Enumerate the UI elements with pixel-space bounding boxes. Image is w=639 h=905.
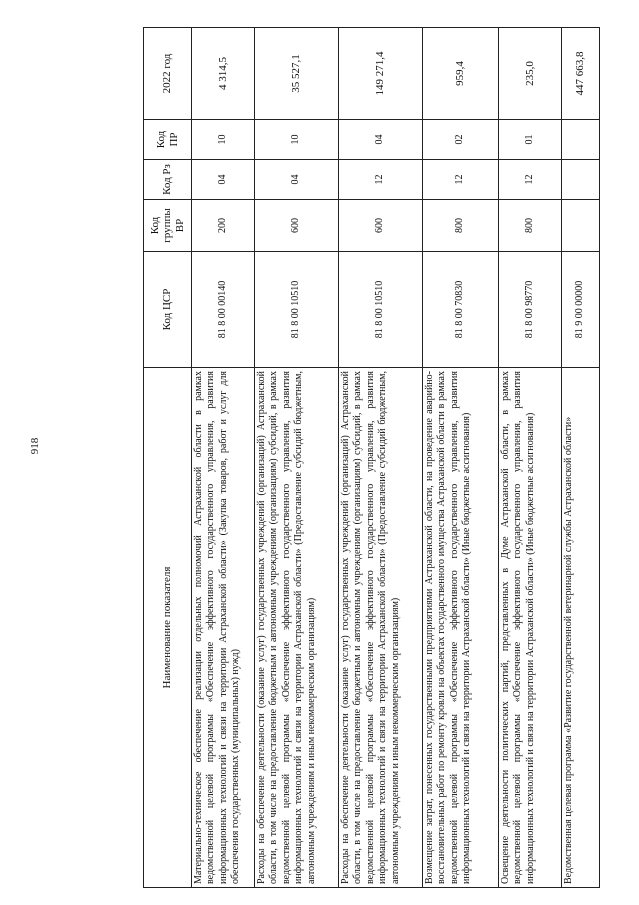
row-pr: 04 (339, 120, 423, 160)
table-row (255, 28, 339, 888)
row-name: Расходы на обеспечение деятельности (оказание услуг) государственных учреждений (организаций) Астраханской области, в том числе на предоставление бюджетным и автономным учреждениям (организациям) субсидий, в рамках ведомственной целевой программы «Обеспечение эффективного государственного управления, развития информационных технологий и связи на территории Астраханской области» (Предоставление субсидий бюджетным, автономным учреждениям и иным некоммерческим организациям) (255, 368, 339, 888)
row-csr: 81 8 00 00140 (192, 252, 255, 368)
row-rz: 12 (423, 160, 499, 200)
row-vr (562, 200, 600, 252)
row-amount: 35 527,1 (255, 28, 339, 120)
header-year: 2022 год (144, 28, 192, 120)
row-amount: 447 663,8 (562, 28, 600, 120)
row-amount: 235,0 (499, 28, 562, 120)
row-vr: 800 (423, 200, 499, 252)
row-amount: 959,4 (423, 28, 499, 120)
row-vr: 200 (192, 200, 255, 252)
row-rz: 12 (339, 160, 423, 200)
row-csr: 81 9 00 00000 (562, 252, 600, 368)
header-csr: Код ЦСР (144, 252, 192, 368)
row-pr: 01 (499, 120, 562, 160)
row-csr: 81 8 00 70830 (423, 252, 499, 368)
row-rz: 04 (192, 160, 255, 200)
budget-table (143, 27, 600, 888)
row-rz (562, 160, 600, 200)
row-vr: 800 (499, 200, 562, 252)
row-csr: 81 8 00 98770 (499, 252, 562, 368)
table-row (499, 28, 562, 888)
row-vr: 600 (339, 200, 423, 252)
row-vr: 600 (255, 200, 339, 252)
row-amount: 4 314,5 (192, 28, 255, 120)
page-number: 918 (29, 437, 41, 455)
rotated-table-container (143, 28, 587, 888)
header-pr: Код ПР (144, 120, 192, 160)
row-name: Освещение деятельности политических партий, представленных в Думе Астраханской области, в рамках ведомственной целевой программы «Обеспечение эффективного государственного управления, развития информационных технологий и связи на территории Астраханской области» (Иные бюджетные ассигнования) (499, 368, 562, 888)
row-amount: 149 271,4 (339, 28, 423, 120)
row-pr: 02 (423, 120, 499, 160)
row-csr: 81 8 00 10510 (255, 252, 339, 368)
header-rz: Код Рз (144, 160, 192, 200)
header-row (144, 28, 192, 888)
row-pr (562, 120, 600, 160)
row-rz: 12 (499, 160, 562, 200)
row-pr: 10 (255, 120, 339, 160)
table-row (192, 28, 255, 888)
row-name: Материально-техническое обеспечение реализации отдельных полномочий Астраханской области в рамках ведомственной целевой программы «Обеспечение эффективного государственного управления, развития информационных технологий и связи на территории Астраханской области» (Закупка товаров, работ и услуг для обеспечения государственных (муниципальных) нужд) (192, 368, 255, 888)
table-row (562, 28, 600, 888)
row-name: Ведомственная целевая программа «Развитие государственной ветеринарной службы Астраханской области» (562, 368, 600, 888)
row-name: Расходы на обеспечение деятельности (оказание услуг) государственных учреждений (организаций) Астраханской области, в том числе на предоставление бюджетным и автономным учреждениям (организациям) субсидий, в рамках ведомственной целевой программы «Обеспечение эффективного государственного управления, развития информационных технологий и связи на территории Астраханской области» (Предоставление субсидий бюджетным, автономным учреждениям и иным некоммерческим организациям) (339, 368, 423, 888)
row-name: Возмещение затрат, понесенных государственными предприятиями Астраханской области, на проведение аварийно-восстановительных работ по ремонту кровли на объектах государственного имущества Астраханской области в рамках ведомственной целевой программы «Обеспечение эффективного государственного управления, развития информационных технологий и связи на территории Астраханской области» (Иные бюджетные ассигнования) (423, 368, 499, 888)
table-row (423, 28, 499, 888)
header-name: Наименование показателя (144, 368, 192, 888)
row-csr: 81 8 00 10510 (339, 252, 423, 368)
header-vr: Код группы ВР (144, 200, 192, 252)
row-pr: 10 (192, 120, 255, 160)
row-rz: 04 (255, 160, 339, 200)
table-row (339, 28, 423, 888)
